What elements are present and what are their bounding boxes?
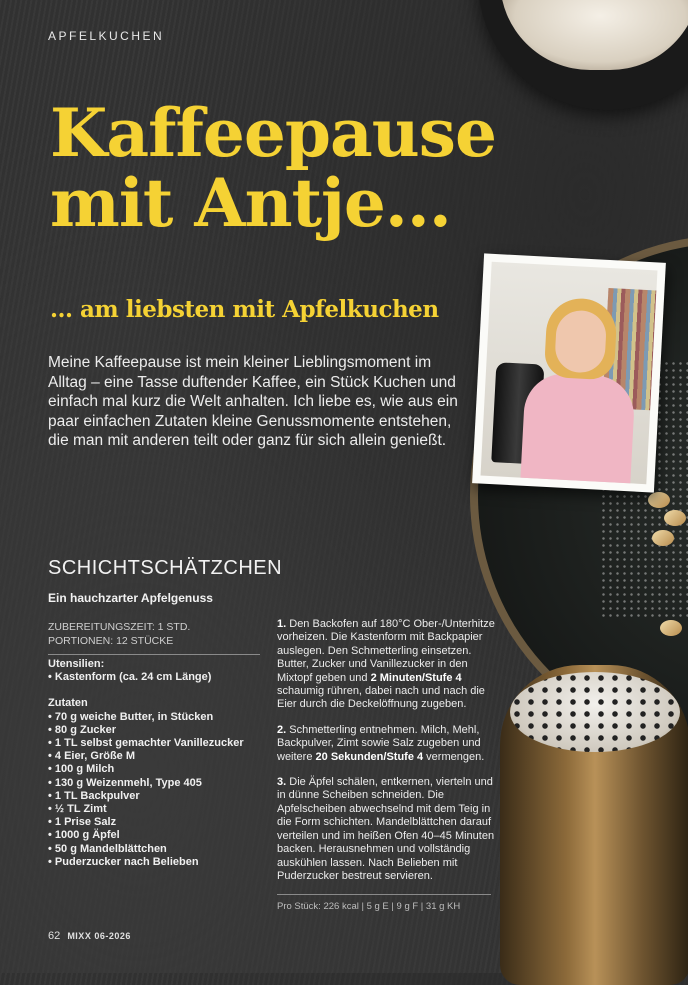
step-2	[277, 724, 495, 764]
list-item: • 130 g Weizenmehl, Type 405	[48, 777, 278, 790]
author-photo-content	[481, 262, 658, 484]
author-photo	[472, 253, 666, 492]
ingredients-column	[48, 658, 278, 869]
almond-flake-image	[652, 530, 674, 546]
step-text: Den Backofen auf 180°C Ober-/Unterhitze vorheizen. Die Kastenform mit Backpapier auslegen. Den Schmetterling einsetzen. Butter, Zucker und Vanillezucker in den Mixtopf geben und	[277, 618, 495, 684]
step-setting: 2 Minuten/Stufe 4	[370, 671, 462, 684]
recipe-title: SCHICHTSCHÄTZCHEN	[48, 557, 283, 579]
intro-paragraph: Meine Kaffeepause ist mein kleiner Lieblingsmoment im Alltag – eine Tasse duftender Kaffee, ein Stück Kuchen und einfach mal kurz die Welt anhalten. Ich liebe es, wie aus ein paar einfachen Zutaten kleine Genussmomente entstehen, die man mit anderen teilt oder ganz für sich allein genießt.	[48, 354, 458, 450]
tools-list	[48, 671, 278, 684]
section-kicker: APFELKUCHEN	[48, 29, 165, 43]
list-item: • 4 Eier, Größe M	[48, 750, 278, 763]
list-item: • 80 g Zucker	[48, 724, 278, 737]
list-item: • 1 TL Backpulver	[48, 790, 278, 803]
magazine-issue: MIXX 06-2026	[67, 931, 131, 941]
list-item: • Kastenform (ca. 24 cm Länge)	[48, 671, 278, 684]
list-item: • 100 g Milch	[48, 763, 278, 776]
title-line-2: mit Antje...	[50, 164, 451, 242]
list-item: • ½ TL Zimt	[48, 803, 278, 816]
page-subtitle: ... am liebsten mit Apfelkuchen	[50, 296, 439, 323]
portions: PORTIONEN: 12 STÜCKE	[48, 635, 174, 647]
recipe-meta	[48, 620, 260, 655]
page-number: 62	[48, 930, 61, 942]
list-item: • 1000 g Äpfel	[48, 829, 278, 842]
preparation-steps	[277, 618, 495, 895]
step-1	[277, 618, 495, 712]
step-text: schaumig rühren, dabei nach und nach die Eier durch die Deckelöffnung zugeben.	[277, 685, 485, 711]
step-text: Schmetterling entnehmen. Milch, Mehl, Backpulver, Zimt sowie Salz zugeben und weitere	[277, 723, 481, 763]
person-body-image	[520, 372, 636, 484]
page-title	[50, 94, 520, 242]
list-item: • 70 g weiche Butter, in Stücken	[48, 711, 278, 724]
step-3	[277, 776, 495, 883]
step-text: vermengen.	[423, 750, 485, 763]
list-item: • 50 g Mandelblättchen	[48, 843, 278, 856]
almond-flake-image	[660, 620, 682, 636]
step-number: 3.	[277, 776, 287, 789]
step-setting: 20 Sekunden/Stufe 4	[315, 750, 424, 763]
tools-label: Utensilien:	[48, 658, 105, 670]
sugar-shaker-lid-image	[510, 672, 680, 752]
title-line-1: Kaffeepause	[50, 94, 496, 172]
page-footer	[48, 930, 131, 942]
prep-time: ZUBEREITUNGSZEIT: 1 STD.	[48, 621, 191, 633]
list-item: • 1 Prise Salz	[48, 816, 278, 829]
ingredients-list	[48, 711, 278, 869]
ingredients-label: Zutaten	[48, 697, 88, 710]
step-number: 1.	[277, 618, 287, 630]
almond-flake-image	[648, 492, 670, 508]
step-number: 2.	[277, 723, 287, 736]
list-item: • 1 TL selbst gemachter Vanillezucker	[48, 737, 278, 750]
list-item: • Puderzucker nach Belieben	[48, 856, 278, 869]
step-text: Die Äpfel schälen, entkernen, vierteln und in dünne Scheiben schneiden. Die Apfelscheiben abwechselnd mit dem Teig in die Form schichten. Mandelblättchen darauf verteilen und im heißen Ofen 40–45 Minuten backen. Herausnehmen und vollständig auskühlen lassen. Nach Belieben mit Puderzucker bestreut servieren.	[277, 776, 495, 882]
recipe-subtitle: Ein hauchzarter Apfelgenuss	[48, 591, 213, 605]
nutrition-info: Pro Stück: 226 kcal | 5 g E | 9 g F | 31 g KH	[277, 894, 491, 912]
almond-flake-image	[664, 510, 686, 526]
